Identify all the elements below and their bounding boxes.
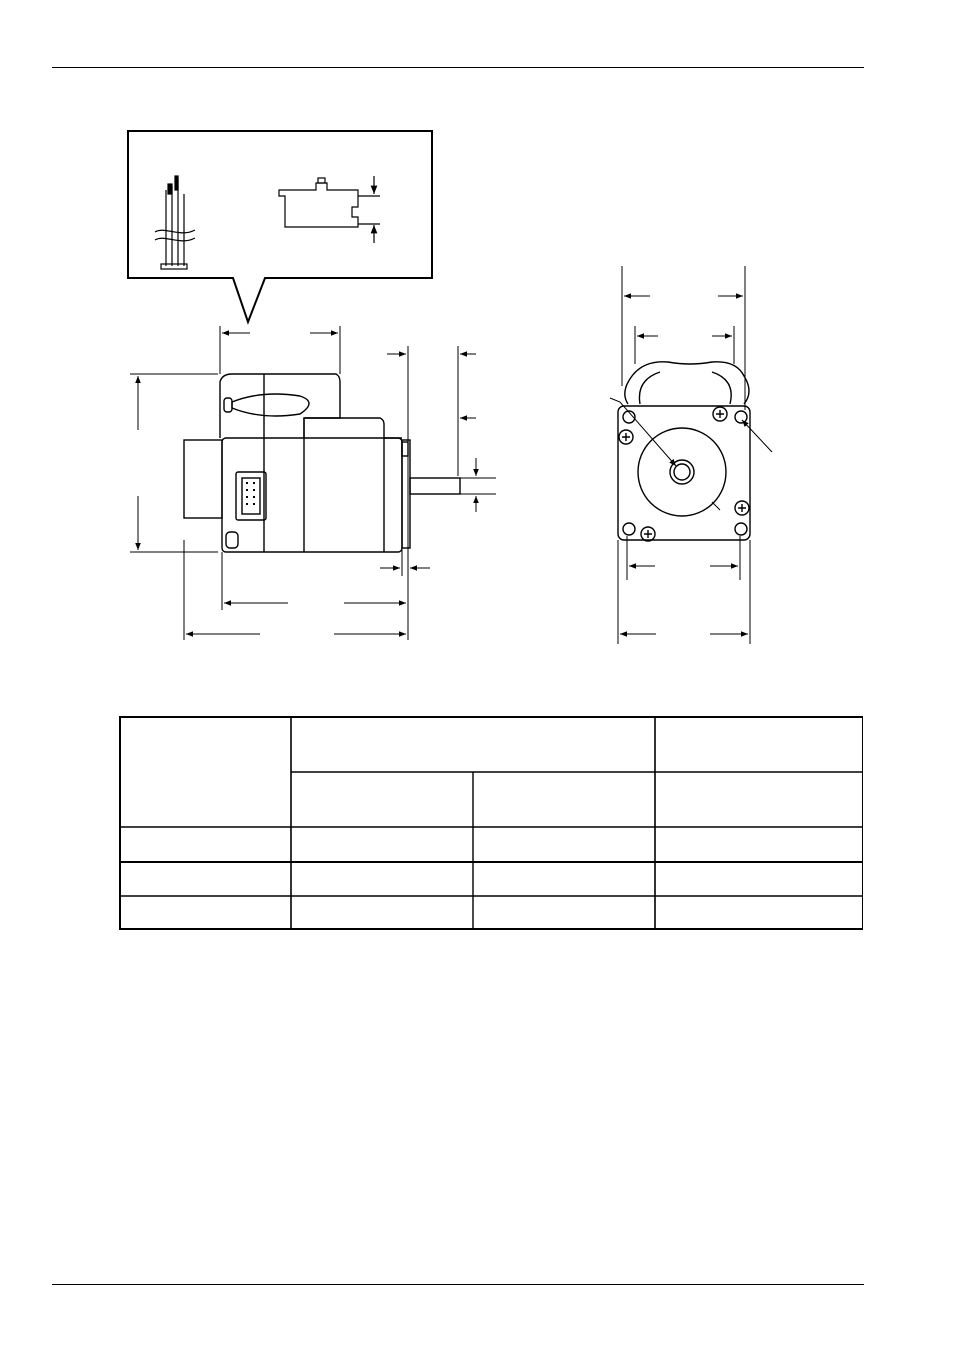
table-cell [119, 896, 291, 929]
footer-rule [52, 1284, 864, 1285]
header-group-b [291, 716, 655, 772]
table-cell [655, 862, 863, 896]
header-group-c [655, 716, 863, 772]
table-cell [291, 896, 473, 929]
connector-plug-icon [279, 176, 380, 243]
header-sub-b1 [291, 772, 473, 827]
table-cell [291, 827, 473, 862]
table-cell [655, 827, 863, 862]
table-cell [119, 827, 291, 862]
table-cell [655, 896, 863, 929]
table-cell [119, 862, 291, 896]
header-sub-c1 [655, 772, 863, 827]
table-cell [473, 862, 655, 896]
motor-side-view [130, 326, 496, 640]
header-sub-b2 [473, 772, 655, 827]
header-col1 [119, 716, 291, 827]
cable-lead-icon [155, 176, 195, 269]
table-cell [291, 862, 473, 896]
motor-front-view [610, 266, 772, 644]
table-cell [473, 827, 655, 862]
spec-table [119, 716, 863, 930]
table-cell [473, 896, 655, 929]
connector-callout [128, 131, 432, 322]
